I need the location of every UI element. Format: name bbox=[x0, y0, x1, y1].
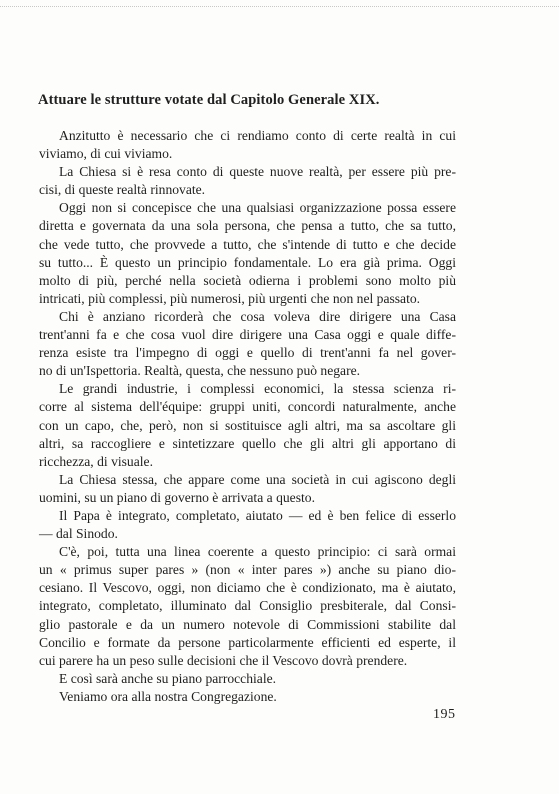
text-line: trent'anni fa e che cosa vuol dire dirigere una Casa oggi e quale diffe- bbox=[39, 327, 456, 343]
text-line: Le grandi industrie, i complessi economici, la stessa scienza ri- bbox=[59, 381, 456, 397]
paragraph bbox=[39, 308, 456, 380]
text-line: un « primus super pares » (non « inter pares ») anche su piano dio- bbox=[39, 562, 456, 578]
paragraph bbox=[39, 471, 456, 507]
text-line: cesiano. Il Vescovo, oggi, non diciamo che è condizionato, ma è aiutato, bbox=[39, 580, 456, 596]
paragraph bbox=[39, 543, 456, 670]
page-top-edge bbox=[0, 6, 559, 7]
text-line: Il Papa è integrato, completato, aiutato — ed è ben felice di esserlo bbox=[59, 507, 456, 523]
text-line: che vede tutto, che provvede a tutto, che s'intende di tutto e che decide bbox=[39, 236, 456, 252]
text-line: cisi, di queste realtà rinnovate. bbox=[39, 182, 206, 198]
body-text bbox=[39, 127, 456, 706]
text-line: E così sarà anche su piano parrocchiale. bbox=[59, 670, 277, 686]
page-number: 195 bbox=[433, 707, 456, 722]
paragraph bbox=[39, 507, 456, 543]
text-line: altri, sa raccogliere e sintetizzare quello che gli altri gli apportano di bbox=[39, 435, 456, 451]
text-line: uomini, su un piano di governo è arrivata a questo. bbox=[39, 489, 315, 505]
text-line: con un capo, che, però, non si sostituisce agli altri, ma sa ascoltare gli bbox=[39, 417, 456, 433]
paragraph bbox=[39, 127, 456, 163]
text-line: cui parere ha un peso sulle decisioni che il Vescovo dovrà prendere. bbox=[39, 652, 408, 668]
text-line: Veniamo ora alla nostra Congregazione. bbox=[59, 688, 277, 704]
text-line: su tutto... È questo un principio fondamentale. Lo era già prima. Oggi bbox=[39, 254, 456, 270]
text-line: diretta e governata da una sola persona, che pensa a tutto, che sa tutto, bbox=[39, 218, 456, 234]
text-line: La Chiesa stessa, che appare come una società in cui agiscono degli bbox=[59, 471, 456, 487]
text-line: Chi è anziano ricorderà che cosa voleva dire dirigere una Casa bbox=[59, 308, 456, 324]
text-line: La Chiesa si è resa conto di queste nuove realtà, per essere più pre- bbox=[59, 164, 456, 180]
paragraph bbox=[39, 380, 456, 470]
text-line: no di un'Ispettoria. Realtà, questa, che nessuno può negare. bbox=[39, 363, 361, 379]
text-line: corre al sistema dell'équipe: gruppi uniti, concordi naturalmente, anche bbox=[39, 399, 456, 415]
paragraph bbox=[39, 670, 456, 688]
text-line: renza esiste tra l'impegno di oggi e quello di trent'anni fa nel gover- bbox=[39, 345, 456, 361]
text-line: molto di più, perché nella società odierna i problemi sono molto più bbox=[39, 272, 456, 288]
text-line: Oggi non si concepisce che una qualsiasi organizzazione possa essere bbox=[59, 200, 456, 216]
text-line: glio pastorale e da un numero notevole di Commissioni stabilite dal bbox=[39, 616, 456, 632]
text-line: intricati, più complessi, più numerosi, più urgenti che non nel passato. bbox=[39, 290, 421, 306]
paragraph bbox=[39, 199, 456, 308]
section-heading: Attuare le strutture votate dal Capitolo Generale XIX. bbox=[38, 92, 380, 108]
paragraph bbox=[39, 688, 456, 706]
text-line: Anzitutto è necessario che ci rendiamo conto di certe realtà in cui bbox=[59, 128, 456, 143]
text-line: ricchezza, di visuale. bbox=[39, 453, 153, 469]
paragraph bbox=[39, 163, 456, 199]
text-line: — dal Sinodo. bbox=[39, 526, 118, 542]
text-line: viviamo, di cui viviamo. bbox=[39, 146, 173, 162]
text-line: Concilio e formate da persone particolarmente efficienti ed esperte, il bbox=[39, 634, 456, 650]
text-line: integrato, completato, illuminato dal Consiglio presbiterale, dal Consi- bbox=[39, 598, 456, 614]
text-line: C'è, poi, tutta una linea coerente a questo principio: ci sarà ormai bbox=[59, 544, 456, 560]
